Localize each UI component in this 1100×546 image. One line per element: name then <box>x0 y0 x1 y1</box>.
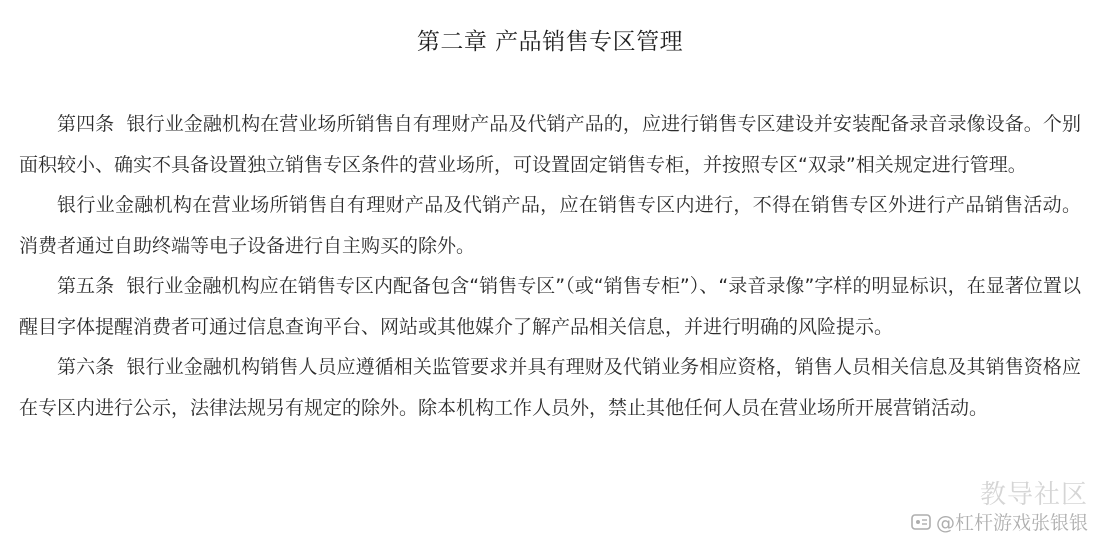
watermark-author-text: @杠杆游戏张银银 <box>935 512 1088 534</box>
watermark <box>910 480 1088 536</box>
article-5-paragraph: 第五条 银行业金融机构应在销售专区内配备包含“销售专区”（或“销售专柜”）、“录音录像”字样的明显标识，在显著位置以醒目字体提醒消费者可通过信息查询平台、网站或其他媒介了解产品相关信息，并进行明确的风险提示。 <box>19 275 1081 338</box>
toutiao-logo-icon <box>910 511 932 533</box>
watermark-community: 教导社区 <box>979 480 1088 510</box>
watermark-author <box>910 510 1088 536</box>
article-4-paragraph-2: 银行业金融机构在营业场所销售自有理财产品及代销产品，应在销售专区内进行，不得在销售专区外进行产品销售活动。消费者通过自助终端等电子设备进行自主购买的除外。 <box>19 194 1081 257</box>
chapter-title: 第二章 产品销售专区管理 <box>416 29 684 55</box>
document-body <box>19 104 1081 428</box>
article-4-paragraph: 第四条 银行业金融机构在营业场所销售自有理财产品及代销产品的，应进行销售专区建设并安装配备录音录像设备。个别面积较小、确实不具备设置独立销售专区条件的营业场所，可设置固定销售专柜，并按照专区“双录”相关规定进行管理。 <box>19 113 1081 176</box>
article-6-paragraph: 第六条 银行业金融机构销售人员应遵循相关监管要求并具有理财及代销业务相应资格，销售人员相关信息及其销售资格应在专区内进行公示，法律法规另有规定的除外。除本机构工作人员外，禁止其他任何人员在营业场所开展营销活动。 <box>19 356 1081 419</box>
